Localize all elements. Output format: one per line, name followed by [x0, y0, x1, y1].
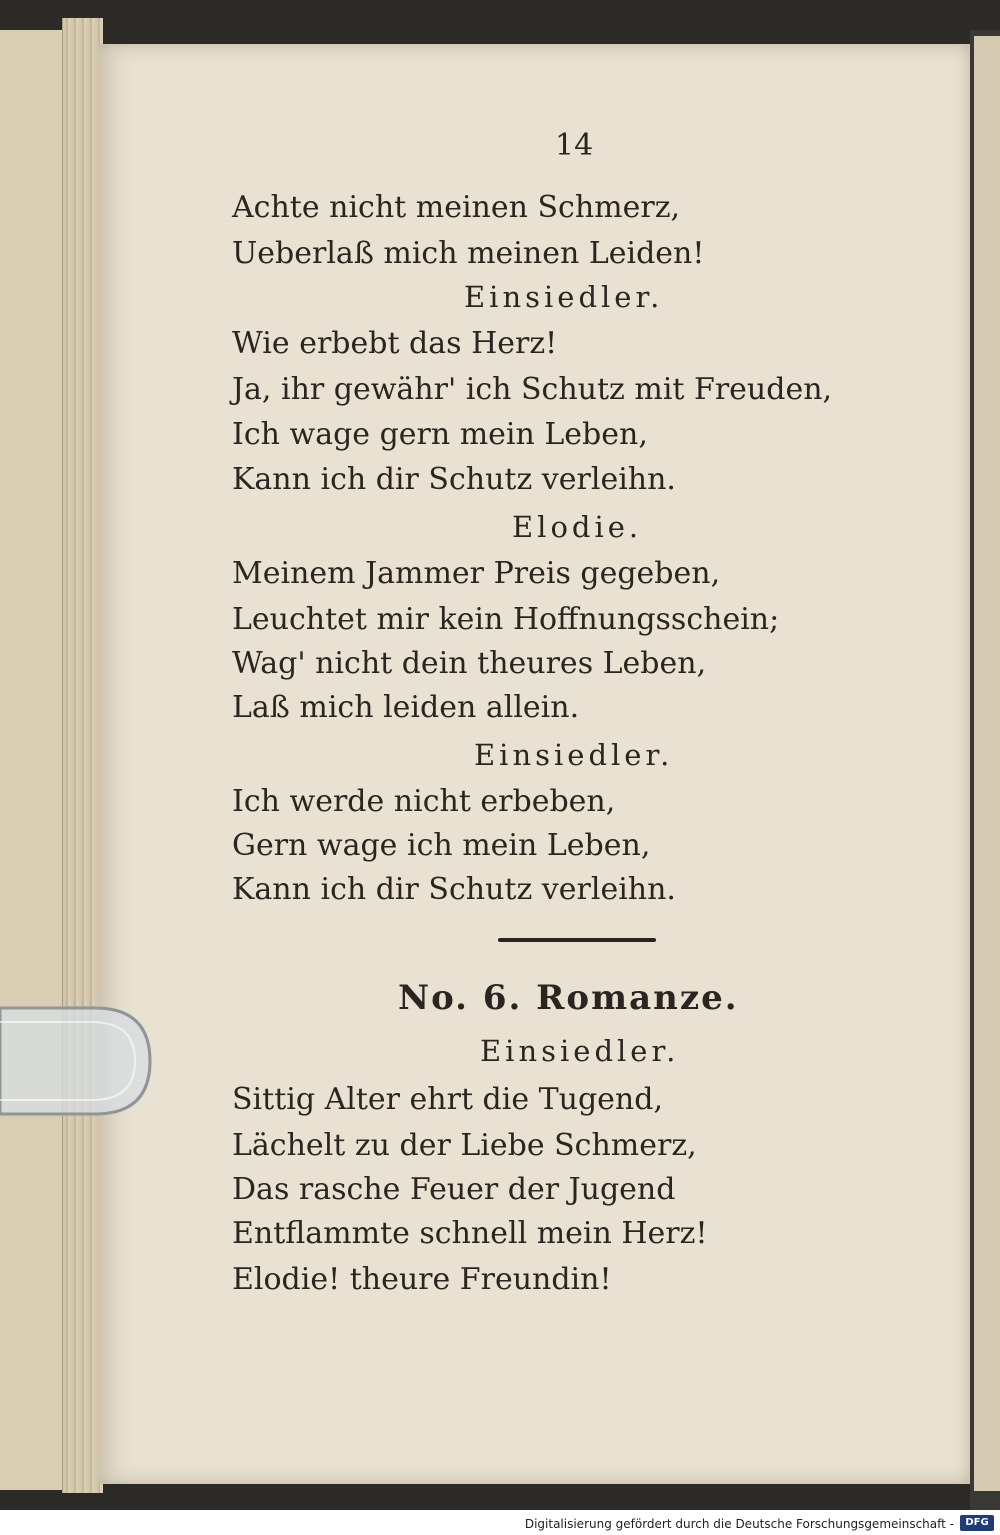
speaker-name: Einsiedler. — [464, 280, 664, 314]
verse-line: Entflammte schnell mein Herz! — [232, 1216, 708, 1251]
speaker-name: Einsiedler. — [480, 1034, 680, 1068]
verse-line: Kann ich dir Schutz verleihn. — [232, 872, 676, 907]
verse-line: Ich werde nicht erbeben, — [232, 784, 616, 819]
verse-line: Gern wage ich mein Leben, — [232, 828, 651, 863]
verse-line: Lächelt zu der Liebe Schmerz, — [232, 1128, 697, 1163]
verse-line: Wag' nicht dein theures Leben, — [232, 646, 707, 681]
speaker-name: Elodie. — [512, 510, 643, 544]
digitization-credit: Digitalisierung gefördert durch die Deutsche Forschungsgemeinschaft - — [524, 1517, 954, 1531]
verse-line: Laß mich leiden allein. — [232, 690, 580, 725]
section-heading: No. 6. Romanze. — [398, 978, 739, 1018]
verse-line: Meinem Jammer Preis gegeben, — [232, 556, 721, 591]
plastic-clip — [0, 1000, 155, 1122]
verse-line: Das rasche Feuer der Jugend — [232, 1172, 676, 1207]
speaker-name: Einsiedler. — [474, 738, 674, 772]
verse-line: Sittig Alter ehrt die Tugend, — [232, 1082, 663, 1117]
verse-line: Leuchtet mir kein Hoffnungsschein; — [232, 602, 780, 637]
verse-line: Kann ich dir Schutz verleihn. — [232, 462, 676, 497]
section-divider — [498, 938, 656, 942]
verse-line: Achte nicht meinen Schmerz, — [232, 190, 681, 225]
facing-page-edge — [974, 36, 1000, 1491]
verse-line: Ueberlaß mich meinen Leiden! — [232, 236, 705, 271]
page-stack-edges — [62, 18, 103, 1493]
show-through-text — [838, 440, 958, 1300]
verse-line: Wie erbebt das Herz! — [232, 326, 558, 361]
page-number: 14 — [555, 128, 594, 163]
verse-line: Ich wage gern mein Leben, — [232, 417, 648, 452]
verse-line: Elodie! theure Freundin! — [232, 1262, 612, 1297]
verse-line: Ja, ihr gewähr' ich Schutz mit Freuden, — [232, 372, 833, 407]
back-cover-edge — [0, 30, 71, 1490]
dfg-logo: DFG — [960, 1515, 994, 1531]
